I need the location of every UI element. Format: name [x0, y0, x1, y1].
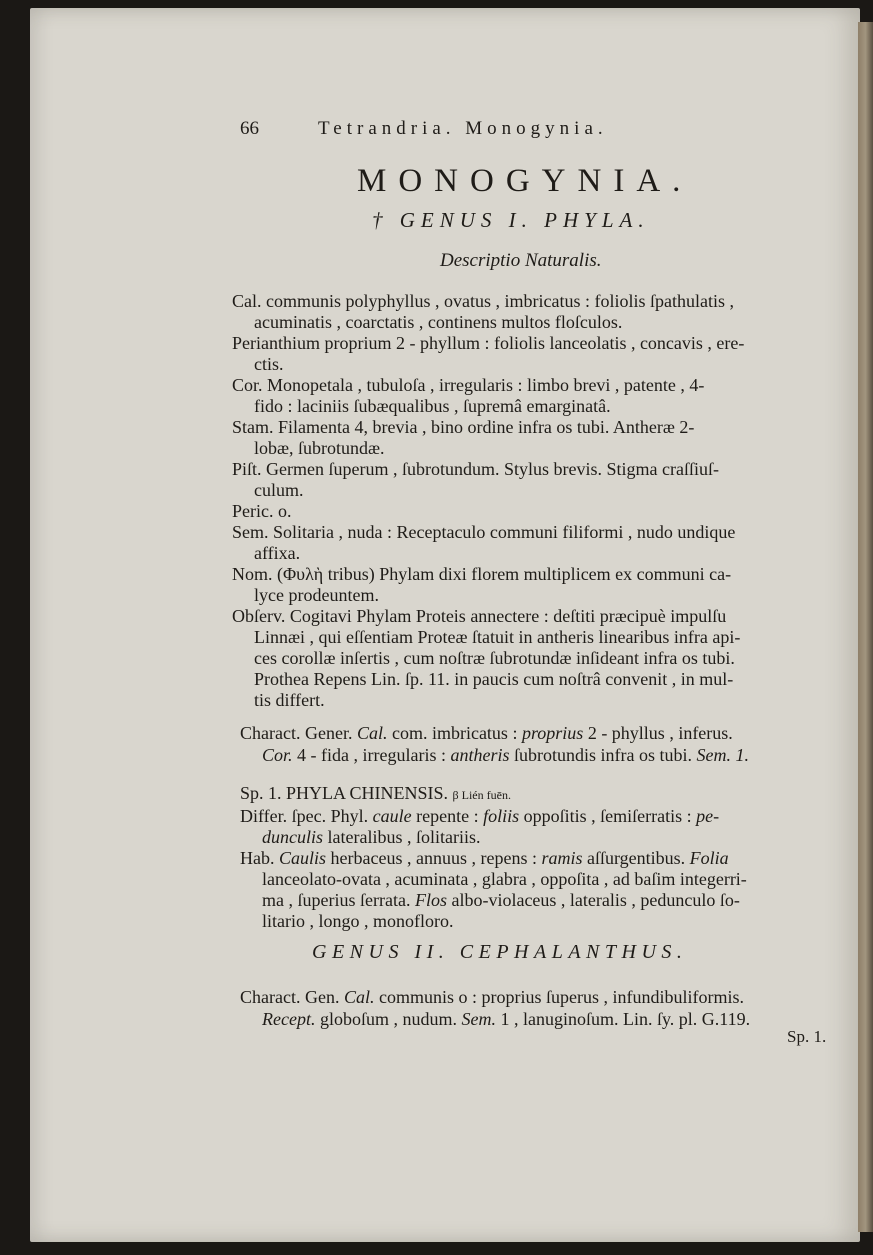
text-run: 2 - phyllus , inferus. [583, 723, 733, 743]
text-line: Perianthium proprium 2 - phyllum : foliolis lanceolatis , concavis , ere- [232, 333, 745, 353]
text-line [240, 986, 750, 1008]
text-run: communis o : proprius ſuperus , infundibuliformis. [374, 987, 744, 1007]
description-body [232, 291, 744, 711]
text-line: Obſerv. Cogitavi Phylam Proteis annectere : deſtiti præcipuè impulſu [232, 606, 727, 626]
text-line: acuminatis , coarctatis , continens multos floſculos. [254, 312, 623, 332]
text-run: Differ. ſpec. Phyl. [240, 806, 373, 826]
text-line [240, 890, 747, 911]
text-run: globoſum , nudum. [315, 1009, 462, 1029]
italic-run: foliis [483, 806, 520, 826]
running-title: Tetrandria. Monogynia. [318, 118, 608, 139]
text-run: aſſurgentibus. [582, 848, 690, 868]
chinese-name: β Lién fuēn. [452, 788, 511, 802]
text-line [240, 744, 749, 766]
page-edge [858, 22, 873, 1232]
text-run: herbaceus , annuus , repens : [326, 848, 542, 868]
text-line [240, 1008, 750, 1030]
text-line [240, 827, 747, 848]
italic-run: Sem. [461, 1009, 496, 1029]
text-line: ces corollæ inſertis , cum noſtræ ſubrotundæ inſideant infra os tubi. [254, 648, 735, 668]
text-line: tis differt. [254, 690, 325, 710]
text-line: lyce prodeuntem. [254, 585, 379, 605]
character-generic [240, 722, 749, 766]
text-line: Linnæi , qui eſſentiam Proteæ ſtatuit in antheris linearibus infra api- [254, 627, 741, 647]
genus-heading-2: GENUS II. CEPHALANTHUS. [312, 941, 688, 963]
page-number: 66 [240, 118, 259, 139]
italic-run: Cal. [343, 987, 375, 1007]
italic-run: antheris [450, 745, 510, 765]
italic-run: Folia [689, 848, 729, 868]
text-run: 1 , lanuginoſum. Lin. ſy. pl. G.119. [495, 1009, 751, 1029]
italic-run: Cor. [262, 745, 293, 765]
species-title [240, 783, 747, 806]
text-run: Charact. Gen. [240, 987, 344, 1007]
text-line: lobæ, ſubrotundæ. [254, 438, 385, 458]
text-line: Nom. (Φυλὴ tribus) Phylam dixi florem multiplicem ex communi ca- [232, 564, 732, 584]
italic-run: Cal. [356, 723, 388, 743]
text-run: albo-violaceus , lateralis , pedunculo ſo- [446, 890, 740, 910]
text-line: Piſt. Germen ſuperum , ſubrotundum. Stylus brevis. Stigma craſſiuſ- [232, 459, 719, 479]
text-line: Sem. Solitaria , nuda : Receptaculo communi filiformi , nudo undique [232, 522, 736, 542]
main-title: MONOGYNIA. [357, 163, 693, 199]
text-run: Charact. Gener. [240, 723, 357, 743]
text-line: Cor. Monopetala , tubuloſa , irregularis : limbo brevi , patente , 4- [232, 375, 705, 395]
text-run: ma , ſuperius ſerrata. [262, 890, 415, 910]
italic-run: Flos [414, 890, 447, 910]
italic-run: dunculis [262, 827, 323, 847]
text-line: Peric. o. [232, 501, 292, 521]
text-run: oppoſitis , ſemiſerratis : [519, 806, 697, 826]
italic-run: pe- [696, 806, 720, 826]
text-line [240, 806, 747, 827]
italic-run: ramis [541, 848, 583, 868]
text-line: affixa. [254, 543, 301, 563]
text-run: Sp. 1. PHYLA CHINENSIS. [240, 783, 449, 803]
text-line [240, 722, 749, 744]
text-run: lateralibus , ſolitariis. [323, 827, 481, 847]
text-line: culum. [254, 480, 304, 500]
text-line: ctis. [254, 354, 284, 374]
catchword: Sp. 1. [787, 1027, 827, 1046]
italic-run: Caulis [279, 848, 327, 868]
text-run: Hab. [240, 848, 279, 868]
text-line: litario , longo , monofloro. [262, 911, 454, 931]
italic-run: Sem. 1. [696, 745, 749, 765]
text-line: lanceolato-ovata , acuminata , glabra , oppoſita , ad baſim integerri- [262, 869, 747, 889]
species-block [240, 783, 747, 932]
running-head [240, 118, 740, 140]
text-line: Cal. communis polyphyllus , ovatus , imbricatus : foliolis ſpathulatis , [232, 291, 734, 311]
text-line [240, 848, 747, 869]
italic-run: Recept. [262, 1009, 316, 1029]
italic-run: proprius [521, 723, 584, 743]
text-run: ſubrotundis infra os tubi. [509, 745, 697, 765]
text-line: Prothea Repens Lin. ſp. 11. in paucis cum noſtrâ convenit , in mul- [254, 669, 734, 689]
description-heading: Descriptio Naturalis. [440, 250, 602, 271]
genus-heading: † GENUS I. PHYLA. [372, 208, 650, 232]
text-run: 4 - fida , irregularis : [292, 745, 451, 765]
text-run: repente : [411, 806, 484, 826]
text-run: com. imbricatus : [387, 723, 522, 743]
character-generic-2 [240, 986, 750, 1030]
text-line: Stam. Filamenta 4, brevia , bino ordine infra os tubi. Antheræ 2- [232, 417, 695, 437]
text-line: fido : laciniis ſubæqualibus , ſupremâ emarginatâ. [254, 396, 611, 416]
italic-run: caule [372, 806, 412, 826]
